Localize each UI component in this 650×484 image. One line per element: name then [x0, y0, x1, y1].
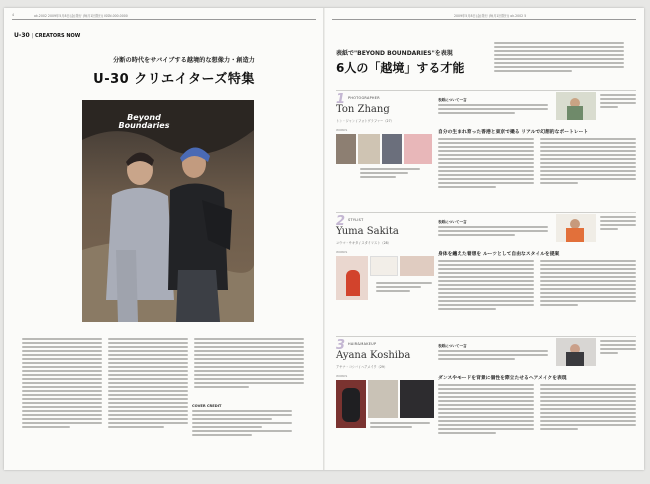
header-rule — [12, 19, 316, 20]
section-subhead: ダンスやモードを背景に個性を際立たせるヘアメイクを表現 — [438, 376, 567, 381]
lead-line-2: 6人の「越境」する才能 — [336, 61, 465, 75]
works-label: WORKS — [336, 374, 348, 378]
question-heading: 表紙について一言 — [438, 344, 467, 348]
body-column-1 — [22, 338, 102, 428]
section-subhead: 身体を纏えた着想を ルーツとして自由なスタイルを提案 — [438, 252, 560, 257]
creator-name: Ton Zhang — [336, 104, 390, 115]
header-rule-right — [332, 19, 636, 20]
creator-role: PHOTOGRAPHER — [348, 96, 380, 100]
works-label: WORKS — [336, 128, 348, 132]
right-page — [324, 8, 644, 470]
works-image-3 — [382, 134, 402, 164]
creator-section-1 — [336, 90, 636, 208]
folio-left: 4 — [12, 13, 15, 17]
credits-heading: COVER CREDIT — [192, 404, 222, 408]
section-brand: U-30 | CREATORS NOW — [14, 32, 81, 39]
intro-text — [494, 42, 624, 72]
works-image-3 — [400, 256, 434, 276]
works-image-2 — [370, 256, 398, 276]
creator-portrait — [556, 214, 596, 242]
creator-name: Yuma Sakita — [336, 226, 399, 237]
feature-kicker: 分断の時代をサバイブする越境的な想像力・創造力 — [113, 57, 255, 64]
body-column-2 — [108, 338, 188, 428]
works-image-2 — [368, 380, 398, 418]
section-number: 1 — [336, 92, 346, 107]
brand-logo: U-30 — [14, 32, 30, 39]
works-label: WORKS — [336, 250, 348, 254]
running-header-right: 2009年5月8日(金)発行 (毎月1回発行) ok.2002 5 — [454, 14, 527, 18]
creator-portrait — [556, 338, 596, 366]
left-page — [4, 8, 324, 470]
creator-role: STYLIST — [348, 218, 364, 222]
lead-line-1: 表紙で"BEYOND BOUNDARIES"を表現 — [336, 50, 453, 57]
section-number: 2 — [336, 214, 346, 229]
creator-section-3 — [336, 336, 636, 460]
section-number: 3 — [336, 338, 346, 353]
creator-role: HAIR&MAKEUP — [348, 342, 377, 346]
creator-kana: アヤナ・コシバ / ヘアメイク（29） — [336, 365, 388, 369]
works-image-3 — [400, 380, 434, 418]
works-image-1 — [336, 380, 366, 428]
cover-photo-art — [82, 100, 254, 322]
creator-portrait — [556, 92, 596, 120]
running-header-left: ok.2002 2009年5月8日(金)発行 (毎月1回発行) ISSN.000.0000 — [34, 14, 128, 18]
section-subhead: 自分の生まれ育った香港と東京で撮る リアルで幻想的なポートレート — [438, 130, 589, 135]
creator-kana: ユウマ・サキタ / スタイリスト（28） — [336, 241, 391, 245]
brand-sub: CREATORS NOW — [35, 33, 81, 39]
cover-credits — [192, 404, 302, 436]
cover-photo-caption: Beyond Boundaries — [118, 113, 170, 130]
question-heading: 表紙について一言 — [438, 220, 467, 224]
question-heading: 表紙について一言 — [438, 98, 467, 102]
feature-title: U-30 クリエイターズ特集 — [93, 72, 255, 87]
creator-kana: トン・ジャン / フォトグラファー（27） — [336, 119, 394, 123]
cover-photo — [82, 100, 254, 322]
body-column-3 — [194, 338, 304, 388]
creator-name: Ayana Koshiba — [336, 350, 411, 361]
works-image-1 — [336, 256, 368, 300]
works-image-2 — [358, 134, 380, 164]
creator-section-2 — [336, 212, 636, 330]
works-image-1 — [336, 134, 356, 164]
magazine-spread — [4, 8, 644, 470]
works-image-4 — [404, 134, 432, 164]
